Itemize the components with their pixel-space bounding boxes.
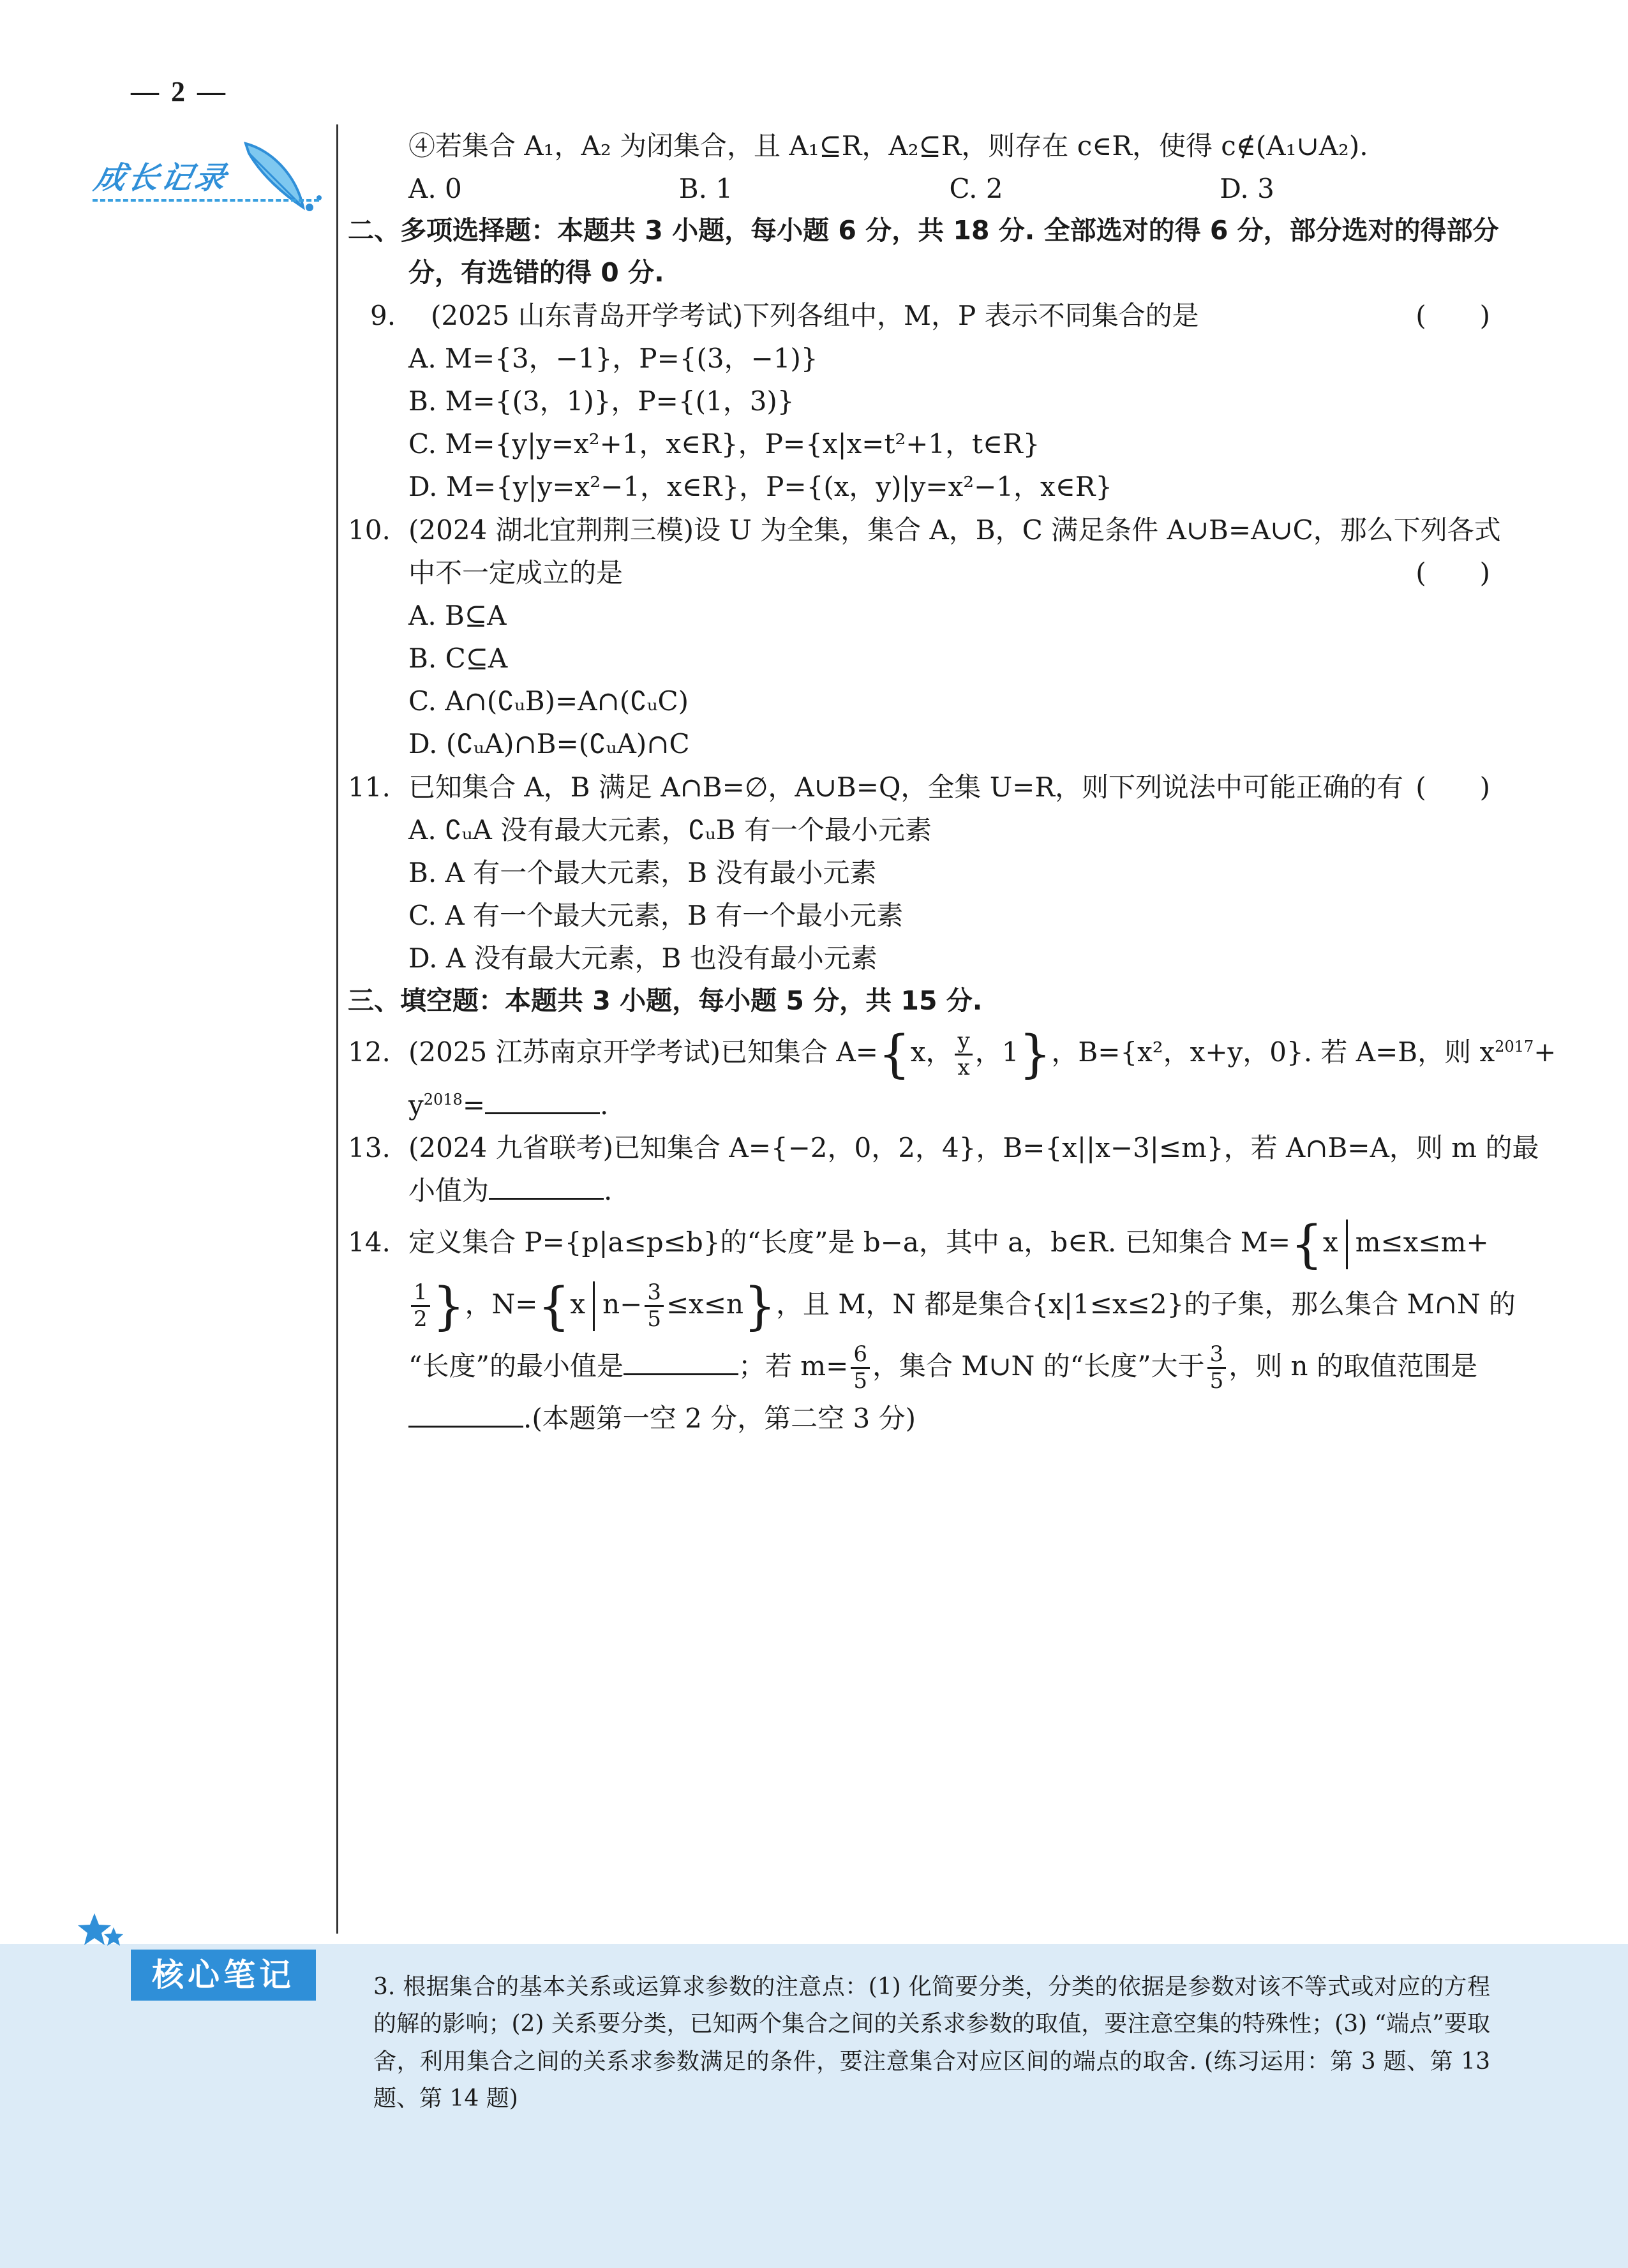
section-2-heading-cont: 分，有选错的得 0 分. <box>408 257 664 288</box>
q14-text-4: n− <box>602 1288 643 1320</box>
fraction-numerator: 3 <box>645 1280 664 1307</box>
q9-option-a: A. M={3，−1}，P={(3，−1)} <box>408 342 818 374</box>
q14-text-9: ，集合 M∪N 的“长度”大于 <box>872 1350 1205 1382</box>
q11-stem <box>348 766 1490 809</box>
q10-stem <box>348 509 1501 551</box>
q12-answer-blank[interactable] <box>485 1093 600 1114</box>
q8-item-4: ④若集合 A₁，A₂ 为闭集合，且 A₁⊆R，A₂⊆R，则存在 c∈R，使得 c∉(A₁∪A₂). <box>408 130 1368 161</box>
q13-text-cont: 小值为 <box>408 1175 489 1207</box>
q12-text-3: + <box>1534 1036 1557 1068</box>
q9-number: 9. <box>370 299 396 331</box>
q11-option-c: C. A 有一个最大元素，B 有一个最小元素 <box>408 900 904 932</box>
question-content <box>348 124 1557 1440</box>
q14-x: x <box>1323 1227 1338 1258</box>
core-note-paragraph: 3. 根据集合的基本关系或运算求参数的注意点：(1) 化简要分类，分类的依据是参数对该不等式或对应的方程的解的影响；(2) 关系要分类，已知两个集合之间的关系求参数的取值，要注意空集的特殊性；(3) “端点”要取舍，利用集合之间的关系求参数满足的条件，要注意集合对应区间的端点的取舍. (练习运用：第 3 题、第 13 题、第 14 题) <box>373 1974 1490 2112</box>
q8-options <box>348 167 1490 210</box>
q11-option-d: D. A 没有最大元素，B 也没有最小元素 <box>408 943 877 974</box>
q11-text: 已知集合 A，B 满足 A∩B=∅，A∪B=Q，全集 U=R，则下列说法中可能正确的有 <box>408 771 1403 803</box>
exponent-2018: 2018 <box>423 1090 463 1108</box>
q10-option-b: B. C⊆A <box>408 643 508 675</box>
core-note-text <box>322 1969 1490 2117</box>
q12-equals: = <box>462 1089 486 1121</box>
q10-stem-cont <box>348 551 1490 594</box>
margin-rule <box>336 124 338 1934</box>
q14-answer-blank-1[interactable] <box>624 1354 738 1375</box>
q14-text-10: ，则 n 的取值范围是 <box>1228 1350 1477 1382</box>
q9-text: (2025 山东青岛开学考试)下列各组中，M，P 表示不同集合的是 <box>431 299 1199 331</box>
set-bar <box>1346 1220 1348 1269</box>
q14-line-4 <box>348 1397 1490 1440</box>
q14-text-3: ，N= <box>465 1288 538 1320</box>
q9-option-b: B. M={(3，1)}，P={(1，3)} <box>408 385 795 417</box>
q13-text: (2024 九省联考)已知集合 A={−2，0，2，4}，B={x||x−3|≤m}，若 A∩B=A，则 m 的最 <box>408 1131 1539 1163</box>
fraction-6-over-5 <box>851 1342 870 1394</box>
star-icon <box>75 1908 133 1953</box>
q14-x2: x <box>570 1288 586 1320</box>
q13-line-2 <box>348 1169 1490 1212</box>
q14-line-1 <box>348 1212 1490 1274</box>
q9-stem <box>348 294 1490 337</box>
q10-option-d: D. (∁ᵤA)∩B=(∁ᵤA)∩C <box>408 728 690 760</box>
q12-set-a-2: ，1 <box>975 1036 1019 1068</box>
q10-text-cont: 中不一定成立的是 <box>408 556 624 588</box>
q14-line-2 <box>348 1274 1516 1336</box>
q12-y: y <box>408 1089 424 1121</box>
q13-answer-blank[interactable] <box>489 1179 604 1200</box>
q14-number: 14. <box>348 1227 391 1258</box>
q13-line-1 <box>348 1126 1539 1169</box>
fraction-denominator: 5 <box>1209 1368 1224 1394</box>
section-2-heading: 二、多项选择题：本题共 3 小题，每小题 6 分，共 18 分. 全部选对的得 6 分，部分选对的得部分 <box>348 215 1499 246</box>
core-note-title: 核心笔记 <box>131 1950 316 2001</box>
section-3-heading: 三、填空题：本题共 3 小题，每小题 5 分，共 15 分. <box>348 985 983 1016</box>
q14-text-7: “长度”的最小值是 <box>408 1350 624 1382</box>
q14-line-3 <box>348 1336 1490 1398</box>
exponent-2017: 2017 <box>1495 1038 1534 1056</box>
q14-text-2: m≤x≤m+ <box>1355 1227 1489 1258</box>
fraction-numerator: 3 <box>1207 1342 1227 1369</box>
page-number: — 2 — <box>131 76 228 107</box>
q14-text-1: 定义集合 P={p|a≤p≤b}的“长度”是 b−a，其中 a，b∈R. 已知集合 M= <box>408 1227 1291 1258</box>
answer-bracket: ( ) <box>1415 771 1490 803</box>
q10-option-c: C. A∩(∁ᵤB)=A∩(∁ᵤC) <box>408 685 689 717</box>
q8-option-d: D. 3 <box>1220 173 1274 205</box>
q8-option-b: B. 1 <box>678 173 733 205</box>
q12-number: 12. <box>348 1036 391 1068</box>
q8-option-a: A. 0 <box>408 173 462 205</box>
q13-number: 13. <box>348 1131 391 1163</box>
q11-option-a: A. ∁ᵤA 没有最大元素，∁ᵤB 有一个最小元素 <box>408 814 932 846</box>
fraction-numerator: y <box>955 1029 972 1056</box>
sidebar-title: 成长记录 <box>91 160 232 196</box>
q9-option-c: C. M={y|y=x²+1，x∈R}，P={x|x=t²+1，t∈R} <box>408 428 1040 460</box>
brace-left: { <box>1290 1214 1324 1274</box>
q14-answer-blank-2[interactable] <box>408 1406 523 1428</box>
q13-period: . <box>604 1175 613 1207</box>
q14-text-6: ，且 M，N 都是集合{x|1≤x≤2}的子集，那么集合 M∩N 的 <box>776 1288 1516 1320</box>
q14-text-11: .(本题第一空 2 分，第二空 3 分) <box>523 1403 916 1435</box>
brace-right: } <box>432 1276 465 1336</box>
fraction-numerator: 1 <box>411 1280 430 1307</box>
sidebar-divider <box>93 199 319 202</box>
q9-option-d: D. M={y|y=x²−1，x∈R}，P={(x，y)|y=x²−1，x∈R} <box>408 471 1113 503</box>
q12-set-a-1: x， <box>910 1036 953 1068</box>
answer-bracket: ( ) <box>1415 299 1490 331</box>
set-bar <box>593 1281 595 1331</box>
fraction-y-over-x <box>955 1029 972 1080</box>
fraction-numerator: 6 <box>851 1342 870 1369</box>
brace-right: } <box>743 1276 777 1336</box>
fraction-3-over-5 <box>645 1280 664 1332</box>
q10-number: 10. <box>348 514 391 546</box>
brace-left: { <box>537 1276 571 1336</box>
q12-text-2: ，B={x²，x+y，0}. 若 A=B，则 x <box>1051 1036 1495 1068</box>
brace-left: { <box>877 1024 911 1084</box>
q14-text-8: ；若 m= <box>738 1350 849 1382</box>
q8-option-c: C. 2 <box>949 173 1003 205</box>
q12-text-1: (2025 江苏南京开学考试)已知集合 A= <box>408 1036 878 1068</box>
q12-line-2 <box>348 1084 1490 1126</box>
fraction-denominator: 5 <box>853 1368 867 1394</box>
q10-option-a: A. B⊆A <box>408 599 507 631</box>
q12-line-1 <box>348 1022 1557 1084</box>
brace-right: } <box>1019 1024 1052 1084</box>
q11-number: 11. <box>348 771 391 803</box>
fraction-denominator: 2 <box>414 1306 428 1332</box>
fraction-denominator: 5 <box>647 1306 661 1332</box>
fraction-1-over-2 <box>411 1280 430 1332</box>
fraction-3-over-5 <box>1207 1342 1227 1394</box>
answer-bracket: ( ) <box>1415 556 1490 588</box>
q10-text: (2024 湖北宜荆荆三模)设 U 为全集，集合 A，B，C 满足条件 A∪B=A∪C，那么下列各式 <box>408 514 1501 546</box>
fraction-denominator: x <box>957 1054 970 1080</box>
q11-option-b: B. A 有一个最大元素，B 没有最小元素 <box>408 857 877 888</box>
q12-period: . <box>600 1089 609 1121</box>
q14-text-5: ≤x≤n <box>666 1288 744 1320</box>
